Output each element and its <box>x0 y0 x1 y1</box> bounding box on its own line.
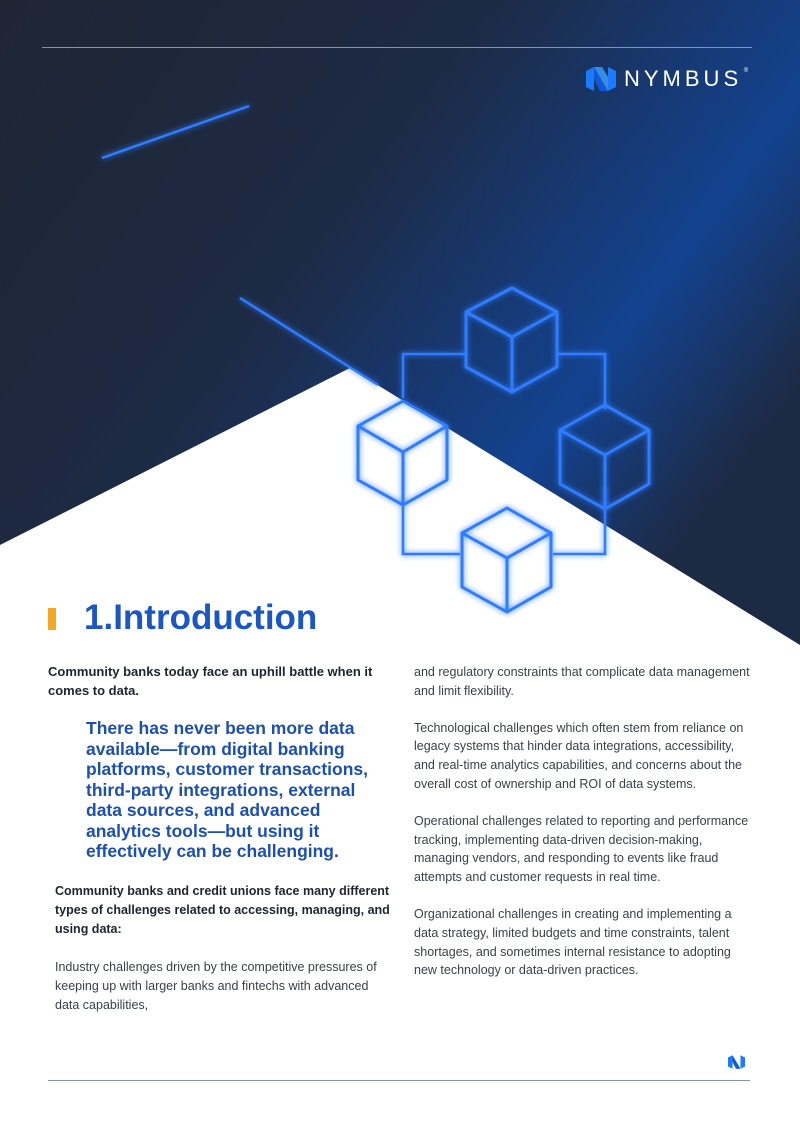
regulatory-paragraph: and regulatory constraints that complicate data management and limit flexibility. <box>414 665 750 698</box>
footer-logo-icon <box>728 1055 745 1069</box>
nymbus-logo-text: NYMBUS <box>624 66 743 91</box>
nymbus-logo <box>586 66 749 92</box>
cube-bottom <box>462 508 551 612</box>
industry-challenges-paragraph: Industry challenges driven by the competitive pressures of keeping up with larger banks and fintechs with advanced data capabilities, <box>55 959 377 1012</box>
nymbus-logo-icon <box>586 67 616 91</box>
lead-paragraph: Community banks today face an uphill battle when it comes to data. <box>48 664 373 698</box>
bottom-divider <box>48 1080 750 1081</box>
top-divider <box>42 47 752 48</box>
operational-challenges-paragraph: Operational challenges related to reporting and performance tracking, implementing data-driven decision-making, managing vendors, and responding to events like fraud attempts and customer requests in real time. <box>414 813 749 885</box>
organizational-challenges-paragraph: Organizational challenges in creating and implementing a data strategy, limited budgets and time constraints, talent shortages, and sometimes internal resistance to adopting new technology or data-driven practices. <box>414 906 732 978</box>
technological-challenges-paragraph: Technological challenges which often stem from reliance on legacy systems that hinder data integrations, accessibility, and real-time analytics capabilities, and concerns about the overall cost of ownership and ROI of data systems. <box>414 720 744 791</box>
section-accent-bar <box>48 608 56 630</box>
section-title: 1.Introduction <box>84 598 318 637</box>
registered-mark: ® <box>743 68 749 74</box>
pull-quote: There has never been more data available—from digital banking platforms, customer transactions, third-party integrations, external data sources, and advanced analytics tools—but using it effectively can be challenging. <box>86 718 369 861</box>
challenges-intro: Community banks and credit unions face many different types of challenges related to accessing, managing, and using data: <box>55 883 390 936</box>
left-column <box>48 662 393 1015</box>
right-column <box>414 663 754 998</box>
